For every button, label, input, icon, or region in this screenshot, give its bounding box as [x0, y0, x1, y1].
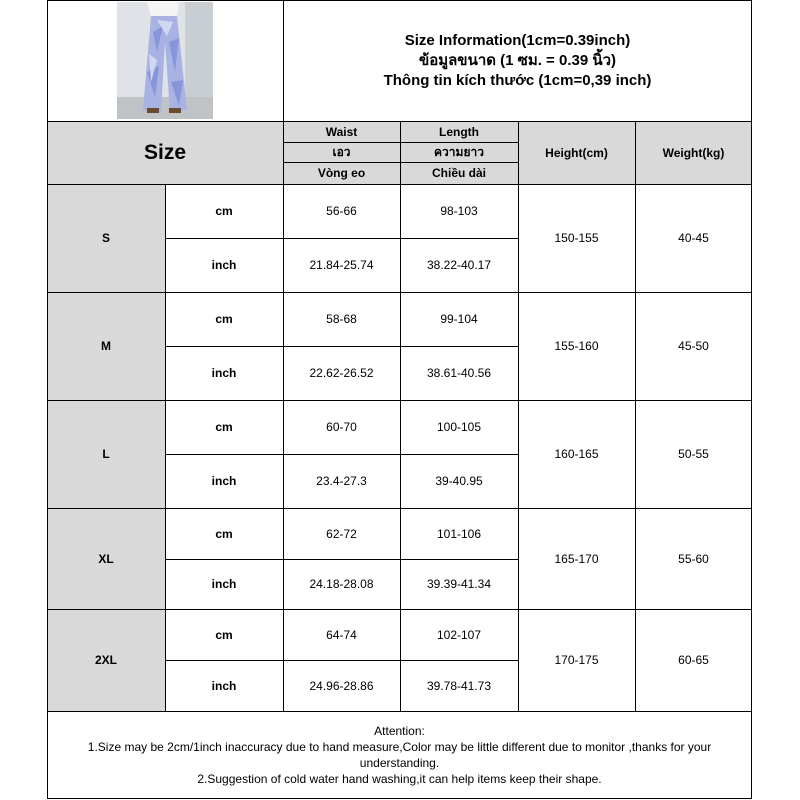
- weight-range: 55-60: [678, 551, 709, 566]
- unit-cm: cm: [215, 204, 233, 218]
- weight-header: Weight(kg): [662, 146, 725, 160]
- waist-cm: 56-66: [326, 204, 357, 218]
- attention-title: Attention:: [374, 723, 425, 738]
- border-bottom: [47, 798, 752, 799]
- waist-inch: 22.62-26.52: [309, 366, 374, 380]
- attention-line-2: 2.Suggestion of cold water hand washing,it can help items keep their shape.: [197, 771, 602, 786]
- height-range: 150-155: [554, 231, 599, 245]
- size-info-title: [283, 0, 752, 122]
- length-inch: 38.22-40.17: [426, 258, 492, 272]
- length-header-th: ความยาว: [434, 144, 484, 159]
- rule: [165, 346, 518, 347]
- length-cm: 99-104: [440, 312, 478, 326]
- length-cm: 98-103: [440, 204, 478, 218]
- height-header: Height(cm): [545, 146, 608, 160]
- waist-cm: 64-74: [326, 627, 357, 642]
- unit-inch: inch: [211, 678, 237, 693]
- title-line-vi: Thông tin kích thước (1cm=0,39 inch): [383, 72, 652, 89]
- length-inch: 39.39-41.34: [426, 577, 492, 591]
- waist-inch: 21.84-25.74: [309, 258, 374, 272]
- unit-inch: inch: [211, 366, 237, 380]
- unit-cm: cm: [215, 312, 233, 326]
- rule: [165, 184, 166, 711]
- weight-range: 40-45: [678, 231, 709, 245]
- unit-cm: cm: [215, 627, 233, 642]
- rule: [165, 238, 518, 239]
- border-top: [47, 0, 752, 1]
- border-left: [47, 0, 48, 799]
- height-range: 160-165: [554, 447, 599, 461]
- waist-inch: 23.4-27.3: [316, 474, 367, 488]
- rule: [283, 0, 284, 711]
- length-inch: 38.61-40.56: [426, 366, 492, 380]
- length-cm: 101-106: [436, 526, 482, 541]
- attention-line-1: 1.Size may be 2cm/1inch inaccuracy due to hand measure,Color may be little different due to monitor ,thanks for your understanding.: [87, 739, 712, 770]
- unit-inch: inch: [211, 577, 237, 591]
- waist-cm: 62-72: [326, 526, 357, 541]
- waist-header-th: เอว: [332, 144, 351, 159]
- waist-header-vi: Vòng eo: [317, 166, 366, 180]
- border-right: [751, 0, 752, 799]
- unit-cm: cm: [215, 526, 233, 541]
- height-range: 165-170: [554, 551, 599, 566]
- size-s: S: [101, 231, 110, 245]
- size-2xl: 2XL: [94, 653, 117, 667]
- waist-cm: 60-70: [326, 420, 357, 434]
- rule: [518, 122, 519, 711]
- length-header-en: Length: [439, 125, 479, 139]
- weight-range: 60-65: [678, 653, 709, 667]
- rule: [165, 454, 518, 455]
- rule: [165, 559, 518, 560]
- title-line-th: ข้อมูลขนาด (1 ซม. = 0.39 นิ้ว): [418, 52, 617, 69]
- size-chart: [47, 0, 752, 800]
- size-xl: XL: [98, 551, 114, 566]
- waist-inch: 24.18-28.08: [309, 577, 374, 591]
- rule: [165, 660, 518, 661]
- length-cm: 100-105: [436, 420, 482, 434]
- size-l: L: [102, 447, 110, 461]
- attention-note: [51, 711, 748, 798]
- height-range: 170-175: [554, 653, 599, 667]
- rule: [635, 122, 636, 711]
- length-cm: 102-107: [436, 627, 482, 642]
- height-range: 155-160: [554, 339, 599, 353]
- waist-header-en: Waist: [325, 125, 358, 139]
- size-m: M: [101, 339, 111, 353]
- unit-inch: inch: [211, 474, 237, 488]
- length-inch: 39.78-41.73: [426, 678, 492, 693]
- waist-inch: 24.96-28.86: [309, 678, 374, 693]
- rule: [400, 122, 401, 711]
- weight-range: 50-55: [678, 447, 709, 461]
- length-header-vi: Chiều dài: [431, 166, 486, 180]
- title-line-en: Size Information(1cm=0.39inch): [404, 32, 631, 49]
- waist-cm: 58-68: [326, 312, 357, 326]
- length-inch: 39-40.95: [435, 474, 483, 488]
- unit-inch: inch: [211, 258, 237, 272]
- unit-cm: cm: [215, 420, 233, 434]
- size-header: Size: [143, 141, 187, 164]
- weight-range: 45-50: [678, 339, 709, 353]
- rule: [47, 711, 752, 712]
